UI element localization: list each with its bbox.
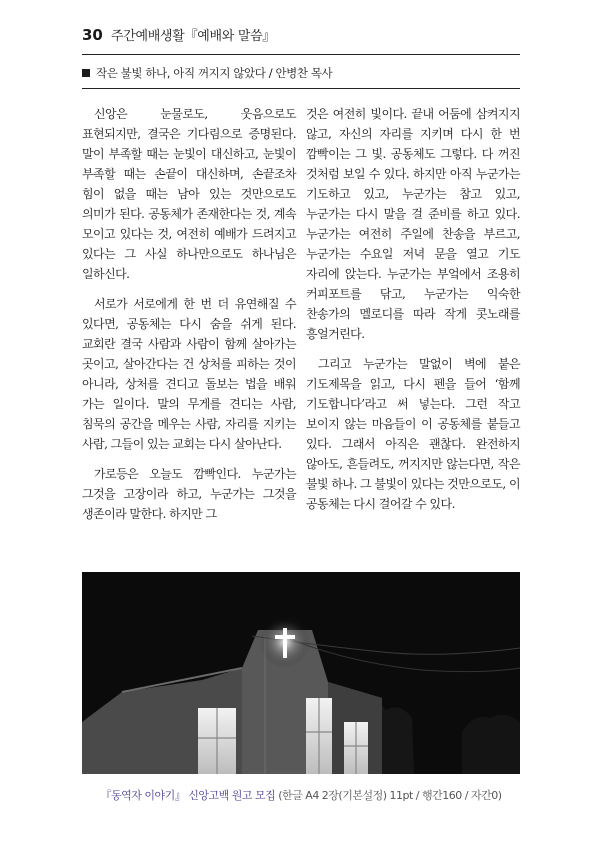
body-column-left	[82, 104, 296, 534]
tree-silhouette	[462, 715, 520, 774]
church-night-photo	[82, 572, 520, 774]
paragraph: 신앙은 눈물로도, 웃음으로도 표현되지만, 결국은 기다림으로 증명된다. 말이 부족할 때는 눈빛이 대신하고, 눈빛이 부족할 때는 손끝이 대신하며, 손끝조차 힘이 없을 때는 남아 있는 것만으로도 의미가 된다. 공동체가 존재한다는 것, 계속 모이고 있다는 것, 여전히 예배가 드려지고 있다는 그 사실 하나만으로도 하나님은 일하신다.	[82, 107, 296, 281]
paragraph: 서로가 서로에게 한 번 더 유연해질 수 있다면, 공동체는 다시 숨을 쉬게 된다. 교회란 결국 사람과 사람이 함께 살아가는 곳이고, 살아간다는 건 상처를 피하는 것이 아니라, 상처를 견디고 돌보는 법을 배워 가는 일이다. 말의 무게를 견디는 사람, 침묵의 공간을 메우는 사람, 자리를 지키는 사람, 그들이 있는 교회는 다시 살아난다.	[82, 297, 296, 451]
paragraph: 그리고 누군가는 말없이 벽에 붙은 기도제목을 읽고, 다시 펜을 들어 ‘함께 기도합니다’라고 써 넣는다. 그런 작고 보이지 않는 마음들이 이 공동체를 붙들고 있다. 그래서 아직은 괜찮다. 완전하지 않아도, 흔들려도, 꺼지지만 않는다면, 작은 불빛 하나. 그 불빛이 있다는 것만으로도, 이 공동체는 다시 걸어갈 수 있다.	[306, 357, 520, 511]
body-column-right	[306, 104, 520, 524]
notice-detail: (한글 A4 2장(기본설정) 11pt / 행간160 / 자간0)	[278, 789, 502, 802]
cross-beam	[275, 635, 295, 639]
notice-title: 『동역자 이야기』 신앙고백 원고 모집	[100, 789, 276, 802]
article-byline	[82, 62, 520, 84]
page-header	[82, 24, 522, 46]
paragraph: 가로등은 오늘도 깜빡인다. 누군가는 그것을 고장이라 하고, 누군가는 그것을 생존이라 말한다. 하지만 그	[82, 467, 296, 521]
byline-divider	[82, 88, 520, 89]
square-bullet-icon	[82, 69, 90, 77]
publication-title: 주간예배생활『예배와 말씀』	[111, 29, 276, 44]
byline-separator: /	[265, 66, 276, 80]
church-night-illustration	[82, 572, 520, 774]
page-number: 30	[82, 26, 103, 44]
cross-icon	[283, 628, 287, 658]
article-author: 안병찬 목사	[275, 66, 333, 80]
recruitment-notice	[82, 786, 520, 806]
article-title: 작은 불빛 하나, 아직 꺼지지 않았다	[96, 66, 266, 80]
paragraph: 것은 여전히 빛이다. 끝내 어둠에 삼켜지지 않고, 자신의 자리를 지키며 다시 한 번 깜빡이는 그 빛. 공동체도 그렇다. 다 꺼진 것처럼 보일 수 있다. 하지만 아직 누군가는 기도하고 있고, 누군가는 참고 있고, 누군가는 다시 말을 걸 준비를 하고 있다. 누군가는 여전히 주일에 찬송을 부르고, 누군가는 수요일 저녁 문을 열고 기도 자리에 앉는다. 누군가는 부엌에서 조용히 커피포트를 닦고, 누군가는 익숙한 찬송가의 멜로디를 따라 작게 콧노래를 흥얼거린다.	[306, 107, 520, 341]
header-divider	[82, 54, 520, 55]
